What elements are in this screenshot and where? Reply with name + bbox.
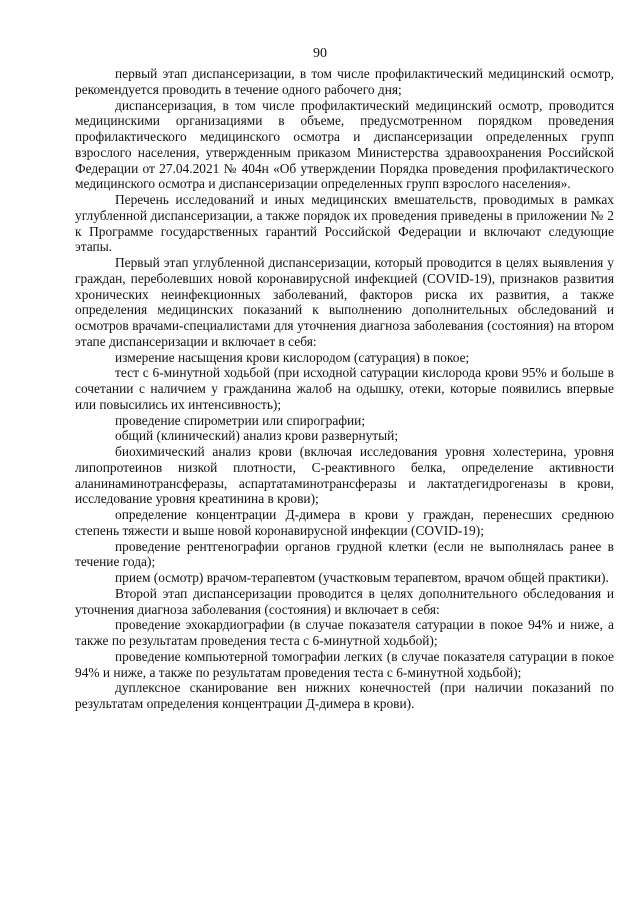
paragraph: Перечень исследований и иных медицинских вмешательств, проводимых в рамках углубленной диспансеризации, а также порядок их проведения приведены в приложении № 2 к Программе государственных гарантий Российской Федерации и включают следующие этапы. <box>75 192 614 255</box>
list-item: определение концентрации Д-димера в крови у граждан, перенесших среднюю степень тяжести и выше новой коронавирусной инфекции (COVID-19); <box>75 507 614 538</box>
list-item: проведение рентгенографии органов грудной клетки (если не выполнялась ранее в течение года); <box>75 538 614 570</box>
list-item: проведение спирометрии или спирографии; <box>115 412 366 428</box>
list-item: биохимический анализ крови (включая исследования уровня холестерина, уровня липопротеинов низкой плотности, С-реактивного белка, определение активности аланинаминотрансферазы, аспартатаминотрансферазы и лактатдегидрогеназы в крови, исследование уровня креатинина в крови); <box>75 444 614 507</box>
list-item: тест с 6-минутной ходьбой (при исходной сатурации кислорода крови 95% и больше в сочетании с наличием у гражданина жалоб на одышку, отеки, которые появились впервые или повысились их интенсивность); <box>75 365 614 412</box>
list-item: прием (осмотр) врачом-терапевтом (участковым терапевтом, врачом общей практики). <box>115 570 609 585</box>
list-item: проведение эхокардиографии (в случае показателя сатурации в покое 94% и ниже, а также по результатам проведения теста с 6-минутной ходьбой); <box>75 617 614 648</box>
document-body <box>75 66 614 712</box>
list-item: измерение насыщения крови кислородом (сатурация) в покое; <box>115 349 470 365</box>
list-item: дуплексное сканирование вен нижних конечностей (при наличии показаний по результатам определения концентрации Д-димера в крови). <box>75 680 614 711</box>
paragraph: диспансеризация, в том числе профилактический медицинский осмотр, проводится медицинскими организациями в объеме, предусмотренном порядком проведения профилактического медицинского осмотра и диспансеризации определенных групп взрослого населения, утвержденным приказом Министерства здравоохранения Российской Федерации от 27.04.2021 № 404н «Об утверждении Порядка проведения профилактического медицинского осмотра и диспансеризации определенных групп взрослого населения». <box>75 97 614 192</box>
paragraph: Первый этап углубленной диспансеризации, который проводится в целях выявления у граждан, переболевших новой коронавирусной инфекцией (COVID-19), признаков развития хронических неинфекционных заболеваний, факторов риска их развития, а также определения медицинских показаний к выполнению дополнительных обследований и осмотров врачами-специалистами для уточнения диагноза заболевания (состояния) на втором этапе диспансеризации и включает в себя: <box>75 255 614 349</box>
paragraph: Второй этап диспансеризации проводится в целях дополнительного обследования и уточнения диагноза заболевания (состояния) и включает в себя: <box>75 585 614 617</box>
page-number: 90 <box>313 46 327 61</box>
list-item: проведение компьютерной томографии легких (в случае показателя сатурации в покое 94% и ниже, а также по результатам проведения теста с 6-минутной ходьбой); <box>75 648 614 680</box>
paragraph: первый этап диспансеризации, в том числе профилактический медицинский осмотр, рекомендуется проводить в течение одного рабочего дня; <box>75 66 614 97</box>
list-item: общий (клинический) анализ крови развернутый; <box>115 428 399 444</box>
